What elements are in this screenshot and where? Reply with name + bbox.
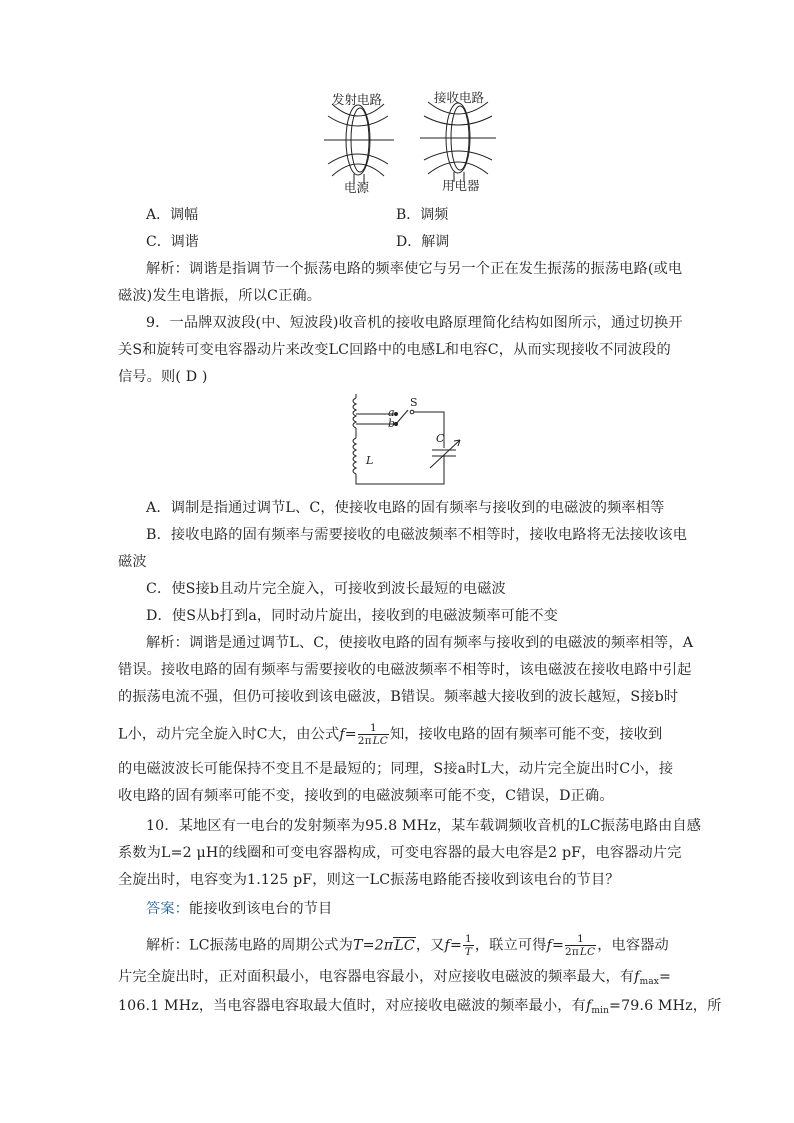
label-s: S (410, 396, 418, 409)
q9-analysis-line-2: 错误。接收电路的固有频率与需要接收的电磁波频率不相等时，该电磁波在接收电路中引起 (118, 662, 692, 678)
q10-analysis-1b: ，又 (415, 937, 445, 954)
q8-option-c: C．调谐 (146, 234, 199, 250)
q10-fmax-eq: = (659, 969, 672, 985)
q9-analysis-line-3: 的振荡电流不强，但仍可接收到该电磁波，B错误。频率越大接收到的波长越短，S接b时 (118, 689, 679, 705)
q9-formula-den-root: LC (372, 735, 388, 747)
receive-label: 接收电路 (434, 90, 485, 105)
inductor-upper (353, 398, 356, 428)
q10-f-fraction (463, 933, 474, 958)
appliance-label: 用电器 (442, 178, 480, 193)
label-l: L (366, 454, 374, 467)
q10-stem-line-1: 10．某地区有一电台的发射频率为95.8 MHz，某车载调频收音机的LC振荡电路由自感 (146, 818, 702, 834)
label-b: b (388, 417, 396, 430)
q8-option-b: B．调频 (396, 207, 449, 223)
q10-answer-text: 能接收到该电台的节目 (189, 901, 333, 917)
q9-formula-fraction (358, 722, 389, 747)
q9-option-c: C．使S接b且动片完全旋入，可接收到波长最短的电磁波 (146, 581, 506, 597)
q9-stem-line-1: 9．一品牌双波段(中、短波段)收音机的接收电路原理简化结构如图所示，通过切换开 (146, 315, 683, 331)
q9-analysis-line-4a: L小，动片完全旋入时C大，由公式 (118, 726, 340, 743)
q8-option-a: A．调幅 (146, 207, 199, 223)
q9-option-a: A．调制是指通过调节L、C，使接收电路的固有频率与接收到的电磁波的频率相等 (146, 500, 665, 516)
q10-f2-den: 2πLC (565, 946, 596, 958)
q10-fmax-sub: max (639, 977, 659, 987)
q10-f-lhs: f= (444, 937, 462, 954)
q10-fmin: f (585, 998, 592, 1014)
q10-f-num: 1 (465, 933, 472, 945)
q9-stem-line-2: 关S和旋转可变电容器动片来改变LC回路中的电感L和电容C，从而实现接收不同波段的 (118, 342, 671, 358)
q9-option-b: B．接收电路的固有频率与需要接收的电磁波频率不相等时，接收电路将无法接收该电 (146, 527, 688, 543)
q10-stem-line-3: 全旋出时，电容变为1.125 pF，则这一LC振荡电路能否接收到该电台的节目？ (118, 872, 620, 888)
q9-formula-num: 1 (358, 722, 389, 735)
q8-option-d: D．解调 (396, 234, 450, 250)
q10-t-root: LC (394, 937, 415, 954)
transmit-label: 发射电路 (332, 92, 383, 107)
q10-fmin-sub: min (591, 1006, 610, 1016)
q9-formula-den (358, 735, 389, 747)
receive-coil (420, 102, 496, 182)
q9-formula-lhs: f= (339, 726, 357, 743)
circuit-diagram (344, 392, 484, 492)
source-label: 电源 (344, 180, 370, 195)
q10-analysis-1c: ，联立可得 (474, 937, 547, 954)
q10-answer-label: 答案： (146, 901, 190, 917)
q10-analysis-line-1 (146, 933, 680, 958)
q9-option-b-cont: 磁波 (118, 554, 147, 570)
inductor-lower (353, 438, 356, 474)
q10-analysis-line-2 (118, 967, 680, 992)
q10-analysis-1a: 解析：LC振荡电路的周期公式为 (146, 937, 353, 954)
q10-analysis-1d: ，电容器动 (597, 937, 669, 954)
q10-analysis-3a: 106.1 MHz，当电容器电容取最大值时，对应接收电磁波的频率最小，有 (118, 998, 586, 1014)
switch-s (396, 410, 408, 424)
q10-answer (146, 899, 680, 919)
q10-analysis-2a: 片完全旋出时，正对面积最小，电容器电容最小，对应接收电磁波的频率最大，有 (118, 969, 635, 985)
q10-fmax: f (634, 969, 640, 985)
q9-formula-den-prefix: 2π (357, 735, 372, 747)
label-a: a (388, 406, 395, 419)
q9-analysis-line-6: 收电路的固有频率可能不变，接收到的电磁波频率可能不变，C错误，D正确。 (118, 788, 614, 804)
q10-f-den: T (464, 946, 472, 958)
q10-f2-fraction (565, 933, 596, 958)
q8-analysis-line-2: 磁波)发生电谐振，所以C正确。 (118, 288, 322, 304)
q9-stem-line-3: 信号。则( D ) (118, 369, 208, 385)
q9-analysis-line-5: 的电磁波波长可能保持不变且不是最短的；同理，S接a时L大，动片完全旋出时C小，接 (118, 761, 674, 777)
coil-figure (310, 88, 510, 198)
q10-stem-line-2: 系数为L=2 μH的线圈和可变电容器构成，可变电容器的最大电容是2 pF，电容器动片完 (118, 845, 682, 861)
q9-analysis-line-4 (118, 722, 680, 747)
transmit-coil (324, 104, 394, 184)
q10-f2-lhs: f= (546, 937, 564, 954)
label-c: C (436, 432, 445, 445)
q10-analysis-3b: =79.6 MHz，所 (609, 998, 722, 1014)
q10-t-formula: T=2π (352, 937, 394, 954)
q10-f2-num: 1 (565, 933, 596, 946)
q9-analysis-line-4b: 知，接收电路的固有频率可能不变，接收到 (389, 726, 663, 743)
q8-analysis-line-1: 解析：调谐是指调节一个振荡电路的频率使它与另一个正在发生振荡的振荡电路(或电 (146, 261, 683, 277)
q9-option-d: D．使S从b打到a，同时动片旋出，接收到的电磁波频率可能不变 (146, 608, 559, 624)
q9-analysis-line-1: 解析：调谐是通过调节L、C，使接收电路的固有频率与接收到的电磁波的频率相等，A (146, 635, 694, 651)
q10-analysis-line-3 (118, 996, 722, 1021)
